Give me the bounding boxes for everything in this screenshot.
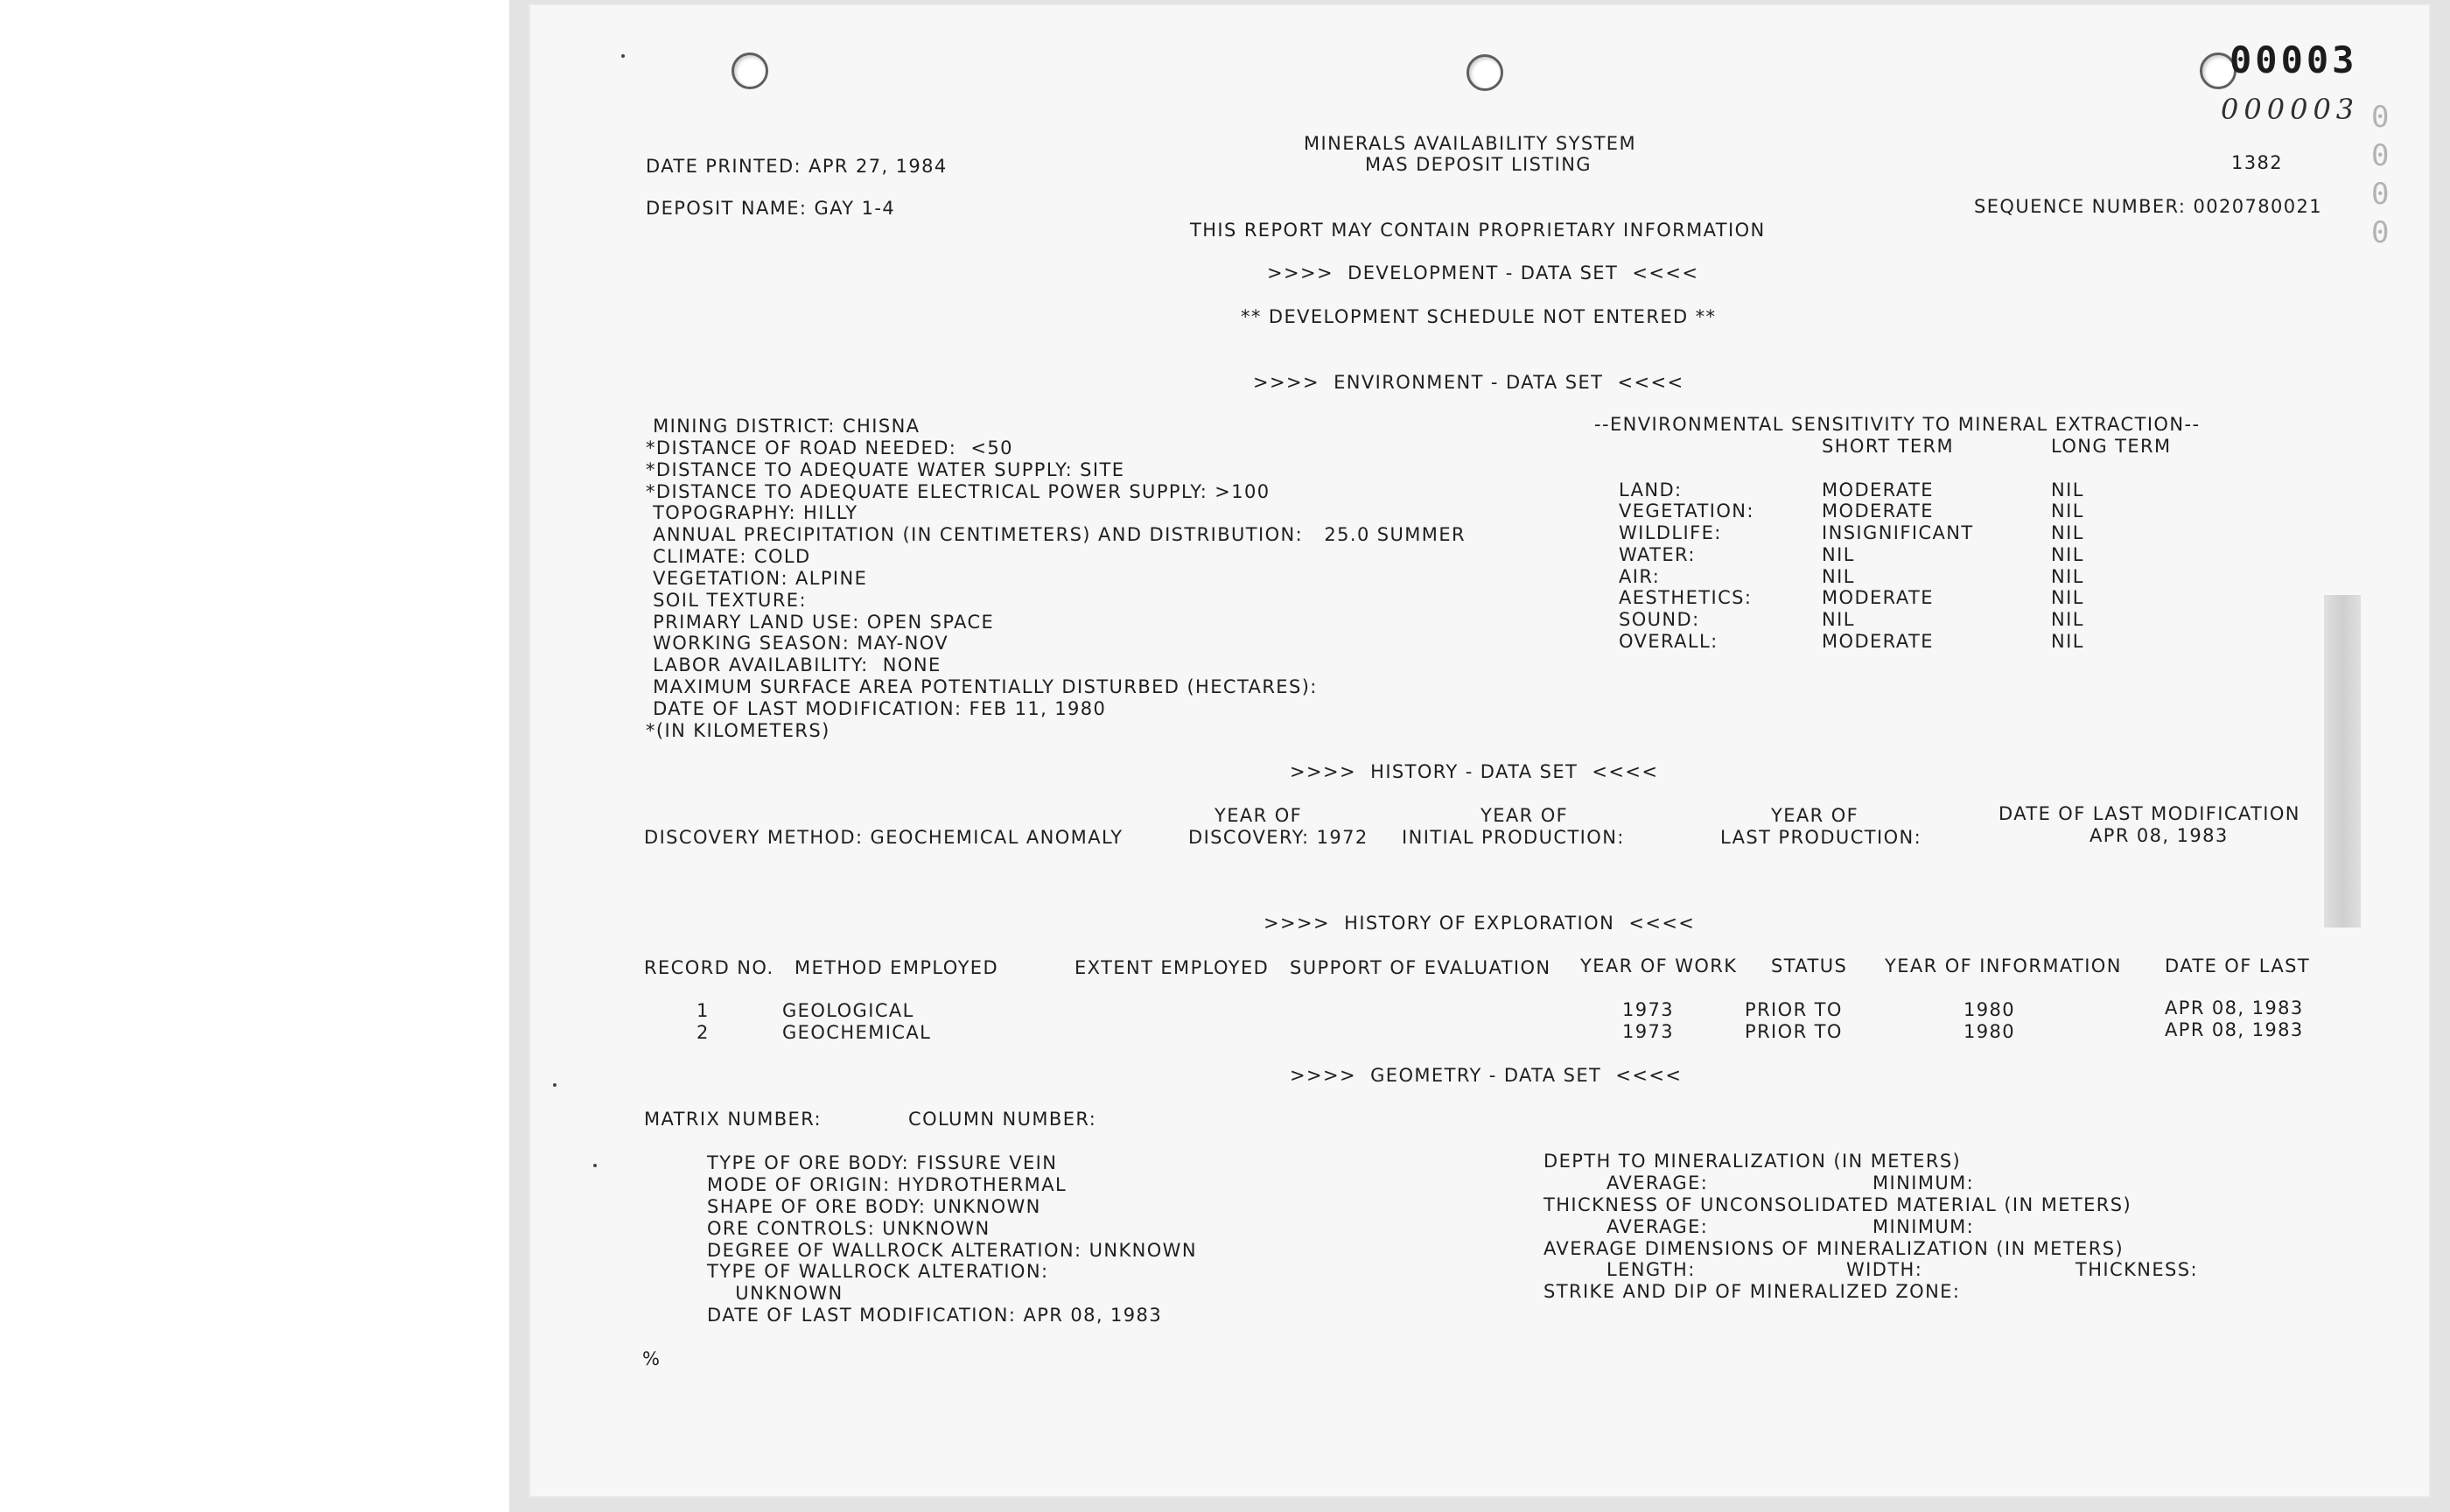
edge-mark: 0 — [2371, 215, 2390, 250]
development-schedule-note: ** DEVELOPMENT SCHEDULE NOT ENTERED ** — [1241, 306, 1717, 327]
sensitivity-short: MODERATE — [1822, 480, 1934, 500]
sensitivity-short: NIL — [1822, 609, 1855, 630]
env-line: LABOR AVAILABILITY: NONE — [646, 654, 942, 676]
date-of-last: APR 08, 1983 — [2165, 998, 2304, 1018]
speck — [621, 54, 625, 58]
env-line: MINING DISTRICT: CHISNA — [646, 416, 920, 437]
sensitivity-label: AIR: — [1619, 566, 1661, 587]
year-of-information: 1980 — [1964, 1021, 2016, 1042]
env-line: MAXIMUM SURFACE AREA POTENTIALLY DISTURBED (HECTARES): — [646, 676, 1318, 697]
env-line: DATE OF LAST MODIFICATION: FEB 11, 1980 — [646, 698, 1107, 719]
system-title: MINERALS AVAILABILITY SYSTEM — [1304, 133, 1636, 154]
column-header: METHOD EMPLOYED — [794, 957, 999, 978]
sensitivity-long: NIL — [2051, 544, 2084, 565]
date-printed: DATE PRINTED: APR 27, 1984 — [646, 156, 948, 177]
edge-mark: 0 — [2371, 177, 2390, 212]
depth-title: DEPTH TO MINERALIZATION (IN METERS) — [1544, 1151, 1962, 1172]
env-line: *(IN KILOMETERS) — [646, 720, 830, 741]
sensitivity-label: VEGETATION: — [1619, 500, 1754, 522]
development-heading: >>>> DEVELOPMENT - DATA SET <<<< — [1267, 262, 1699, 284]
page-stamp-number: 00003 — [2230, 38, 2358, 81]
column-header: EXTENT EMPLOYED — [1074, 957, 1270, 978]
geometry-line: MODE OF ORIGIN: HYDROTHERMAL — [707, 1174, 1068, 1195]
dimensions-title: AVERAGE DIMENSIONS OF MINERALIZATION (IN METERS) — [1544, 1238, 2124, 1259]
dimension-width: WIDTH: — [1846, 1259, 1923, 1280]
geometry-line: TYPE OF WALLROCK ALTERATION: — [707, 1261, 1049, 1282]
sensitivity-short: MODERATE — [1822, 500, 1934, 522]
depth-average: AVERAGE: — [1606, 1172, 1709, 1194]
scan-smudge — [2324, 595, 2361, 928]
sensitivity-label: LAND: — [1619, 480, 1683, 500]
sensitivity-short: INSIGNIFICANT — [1822, 522, 1974, 543]
page-number: 1382 — [2231, 152, 2284, 173]
edge-mark: 0 — [2371, 138, 2390, 173]
initial-production: INITIAL PRODUCTION: — [1402, 827, 1625, 848]
sensitivity-label: AESTHETICS: — [1619, 587, 1753, 608]
year-of-label: YEAR OF — [1771, 805, 1859, 826]
dimension-thickness: THICKNESS: — [2076, 1259, 2198, 1280]
thickness-average: AVERAGE: — [1606, 1216, 1709, 1237]
env-line: ANNUAL PRECIPITATION (IN CENTIMETERS) AND DISTRIBUTION: 25.0 SUMMER — [646, 524, 1466, 545]
sensitivity-label: WILDLIFE: — [1619, 522, 1722, 543]
env-line: VEGETATION: ALPINE — [646, 568, 868, 589]
method-employed: GEOLOGICAL — [782, 1000, 914, 1021]
history-heading: >>>> HISTORY - DATA SET <<<< — [1290, 761, 1659, 782]
sensitivity-short: NIL — [1822, 544, 1855, 565]
sensitivity-long: NIL — [2051, 500, 2084, 522]
env-line: *DISTANCE TO ADEQUATE WATER SUPPLY: SITE — [646, 459, 1125, 480]
column-header: STATUS — [1771, 956, 1848, 976]
sensitivity-long: NIL — [2051, 566, 2084, 587]
sensitivity-short: MODERATE — [1822, 631, 1934, 652]
listing-title: MAS DEPOSIT LISTING — [1365, 154, 1592, 175]
sequence-number: SEQUENCE NUMBER: 0020780021 — [1974, 196, 2323, 217]
env-line: *DISTANCE TO ADEQUATE ELECTRICAL POWER SUPPLY: >100 — [646, 481, 1270, 502]
handwritten-page-number: 000003 — [2221, 93, 2360, 126]
sensitivity-title: --ENVIRONMENTAL SENSITIVITY TO MINERAL EXTRACTION-- — [1594, 414, 2201, 435]
year-of-work: 1973 — [1622, 1021, 1675, 1042]
column-header: YEAR OF INFORMATION — [1885, 956, 2122, 976]
record-number: 2 — [696, 1022, 710, 1043]
status: PRIOR TO — [1745, 1021, 1843, 1042]
long-term-header: LONG TERM — [2051, 436, 2172, 457]
geometry-line: DEGREE OF WALLROCK ALTERATION: UNKNOWN — [707, 1240, 1197, 1261]
punch-hole — [1466, 54, 1503, 91]
date-last-modification-value: APR 08, 1983 — [2090, 825, 2229, 846]
geometry-line: DATE OF LAST MODIFICATION: APR 08, 1983 — [707, 1305, 1163, 1326]
proprietary-notice: THIS REPORT MAY CONTAIN PROPRIETARY INFORMATION — [1190, 220, 1766, 241]
sensitivity-label: OVERALL: — [1619, 631, 1718, 652]
footer-mark: % — [642, 1348, 662, 1369]
matrix-number: MATRIX NUMBER: — [644, 1109, 822, 1130]
sensitivity-label: SOUND: — [1619, 609, 1700, 630]
deposit-name: DEPOSIT NAME: GAY 1-4 — [646, 198, 896, 219]
year-of-label: YEAR OF — [1480, 805, 1569, 826]
env-line: CLIMATE: COLD — [646, 546, 811, 567]
geometry-line: TYPE OF ORE BODY: FISSURE VEIN — [707, 1152, 1058, 1173]
column-header: YEAR OF WORK — [1580, 956, 1738, 976]
sensitivity-short: NIL — [1822, 566, 1855, 587]
sensitivity-long: NIL — [2051, 631, 2084, 652]
depth-minimum: MINIMUM: — [1872, 1172, 1975, 1194]
record-number: 1 — [696, 1000, 710, 1021]
column-header: SUPPORT OF EVALUATION — [1290, 957, 1551, 978]
env-line: *DISTANCE OF ROAD NEEDED: <50 — [646, 438, 1013, 458]
env-line: WORKING SEASON: MAY-NOV — [646, 633, 949, 654]
geometry-line: SHAPE OF ORE BODY: UNKNOWN — [707, 1196, 1041, 1217]
sensitivity-label: WATER: — [1619, 544, 1696, 565]
discovery-year: DISCOVERY: 1972 — [1188, 827, 1368, 848]
env-line: TOPOGRAPHY: HILLY — [646, 502, 858, 523]
status: PRIOR TO — [1745, 999, 1843, 1020]
column-header: DATE OF LAST — [2165, 956, 2311, 976]
date-of-last: APR 08, 1983 — [2165, 1019, 2304, 1040]
method-employed: GEOCHEMICAL — [782, 1022, 932, 1043]
date-last-modification-label: DATE OF LAST MODIFICATION — [1998, 803, 2300, 824]
column-header: RECORD NO. — [644, 957, 774, 978]
short-term-header: SHORT TERM — [1822, 436, 1955, 457]
env-line: PRIMARY LAND USE: OPEN SPACE — [646, 612, 995, 633]
thickness-title: THICKNESS OF UNCONSOLIDATED MATERIAL (IN METERS) — [1544, 1194, 2132, 1215]
year-of-work: 1973 — [1622, 999, 1675, 1020]
sensitivity-long: NIL — [2051, 609, 2084, 630]
sensitivity-long: NIL — [2051, 587, 2084, 608]
edge-marks — [2371, 98, 2389, 252]
sensitivity-long: NIL — [2051, 522, 2084, 543]
year-of-information: 1980 — [1964, 999, 2016, 1020]
dimension-length: LENGTH: — [1606, 1259, 1696, 1280]
geometry-line: ORE CONTROLS: UNKNOWN — [707, 1218, 990, 1239]
thickness-minimum: MINIMUM: — [1872, 1216, 1975, 1237]
sensitivity-long: NIL — [2051, 480, 2084, 500]
column-number: COLUMN NUMBER: — [908, 1109, 1097, 1130]
punch-hole — [732, 52, 768, 89]
env-line: SOIL TEXTURE: — [646, 590, 807, 611]
speck — [553, 1083, 556, 1087]
edge-mark: 0 — [2371, 100, 2390, 135]
discovery-method: DISCOVERY METHOD: GEOCHEMICAL ANOMALY — [644, 827, 1124, 848]
exploration-heading: >>>> HISTORY OF EXPLORATION <<<< — [1264, 913, 1696, 934]
last-production: LAST PRODUCTION: — [1720, 827, 1922, 848]
geometry-line: UNKNOWN — [707, 1283, 844, 1304]
speck — [593, 1164, 597, 1167]
environment-heading: >>>> ENVIRONMENT - DATA SET <<<< — [1253, 372, 1684, 393]
sensitivity-short: MODERATE — [1822, 587, 1934, 608]
geometry-heading: >>>> GEOMETRY - DATA SET <<<< — [1290, 1065, 1683, 1086]
year-of-label: YEAR OF — [1214, 805, 1303, 826]
strike-and-dip: STRIKE AND DIP OF MINERALIZED ZONE: — [1544, 1281, 1961, 1302]
